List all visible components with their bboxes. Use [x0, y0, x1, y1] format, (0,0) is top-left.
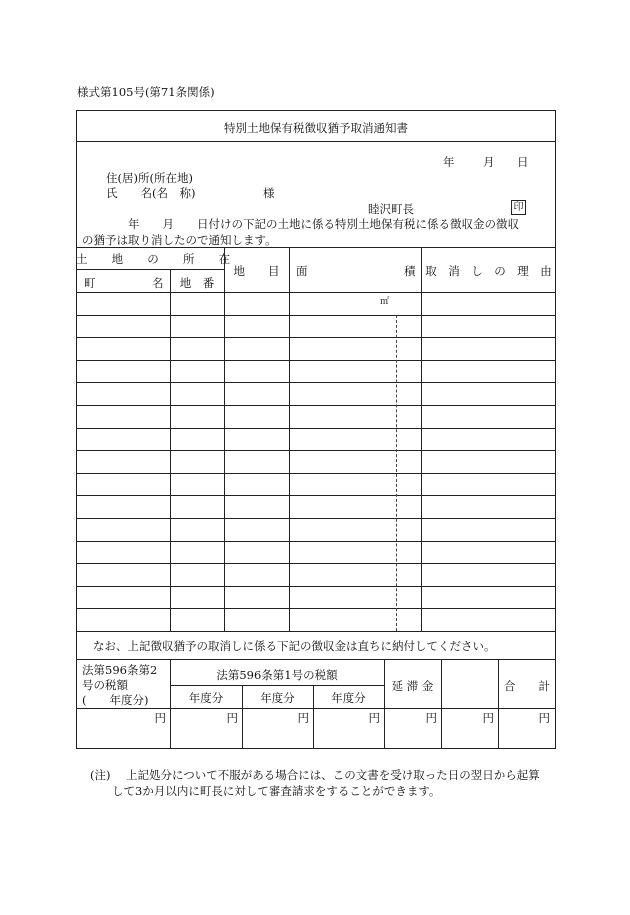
area-header: 面	[296, 264, 308, 278]
yen-unit: 円	[368, 711, 380, 725]
form-title: 特別土地保有税徴収猶予取消通知書	[224, 121, 408, 135]
reason-header: 取 消 し の 理 由	[425, 264, 552, 278]
area-suffix-header: 積	[404, 264, 416, 278]
art2-tax-label-1: 法第596条第2	[82, 663, 158, 677]
area-unit: ㎡	[380, 297, 390, 307]
yen-unit: 円	[226, 711, 238, 725]
body-line-1: 年 月 日付けの下記の土地に係る特別土地保有税に係る徴収金の徴収	[128, 217, 519, 231]
yen-unit: 円	[538, 711, 550, 725]
footnote-label: (注)	[90, 768, 111, 782]
total-header: 合 計	[504, 679, 550, 693]
fiscal-year-2: 年度分	[260, 691, 295, 705]
yen-unit: 円	[297, 711, 309, 725]
date-day-label: 日	[517, 155, 529, 169]
issuer-mayor: 睦沢町長	[368, 202, 414, 216]
date-month-label: 月	[483, 155, 495, 169]
name-label: 氏 名(名 称)	[106, 186, 196, 200]
seal-mark: 印	[511, 200, 526, 215]
body-line-2: の猶予は取り消したので通知します。	[82, 233, 277, 247]
yen-unit: 円	[482, 711, 494, 725]
location-header: 土 地 の 所 在	[76, 252, 237, 266]
delinquency-header: 延 滞 金	[391, 679, 434, 693]
address-label: 住(居)所(所在地)	[106, 171, 193, 185]
fiscal-year-3: 年度分	[331, 691, 366, 705]
art1-tax-header: 法第596条第1号の税額	[216, 668, 338, 682]
art2-fiscal-year: ( 年度分)	[82, 693, 149, 707]
land-category-header: 地 目	[233, 264, 280, 278]
art2-tax-label-2: 号の税額	[82, 678, 128, 692]
payment-notice: なお、上記徴収猶予の取消しに係る下記の徴収金は直ちに納付してください。	[93, 639, 496, 653]
form-number: 様式第105号(第71条関係)	[77, 85, 215, 99]
date-year-label: 年	[443, 155, 455, 169]
town-suffix-header: 名	[152, 276, 164, 290]
yen-unit: 円	[425, 711, 437, 725]
honorific: 様	[263, 186, 275, 200]
footnote-line-1: 上記処分について不服がある場合には、この文書を受け取った日の翌日から起算	[126, 768, 540, 782]
lot-number-header: 地 番	[179, 276, 215, 290]
footnote-line-2: して3か月以内に町長に対して審査請求をすることができます。	[112, 784, 441, 798]
town-header: 町	[84, 276, 96, 290]
yen-unit: 円	[154, 711, 166, 725]
fiscal-year-1: 年度分	[188, 691, 224, 705]
